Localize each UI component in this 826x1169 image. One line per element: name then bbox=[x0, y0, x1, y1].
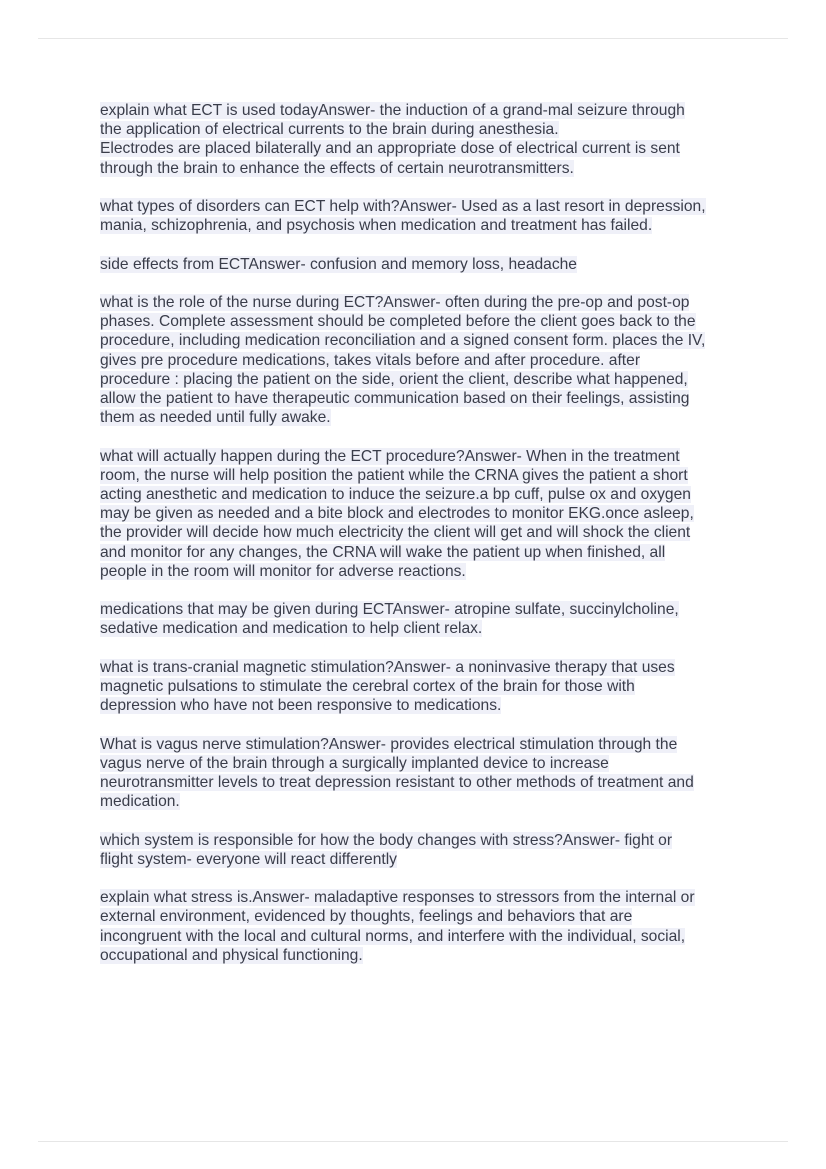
text-line: what is the role of the nurse during ECT?Answer- often during the pre-op and post-op bbox=[100, 293, 690, 311]
text-line: through the brain to enhance the effects of certain neurotransmitters. bbox=[100, 159, 574, 177]
text-line: depression who have not been responsive to medications. bbox=[100, 697, 502, 715]
bottom-divider bbox=[38, 1141, 788, 1142]
text-line: what types of disorders can ECT help with?Answer- Used as a last resort in depression, bbox=[100, 198, 706, 215]
text-line: incongruent with the local and cultural norms, and interfere with the individual, social, bbox=[100, 927, 686, 945]
qa-block-vagus-nerve bbox=[100, 735, 760, 812]
text-line: procedure : placing the patient on the side, orient the client, describe what happened, bbox=[100, 370, 688, 388]
text-line: explain what stress is.Answer- maladaptive responses to stressors from the internal or bbox=[100, 889, 695, 907]
text-line: the application of electrical currents to the brain during anesthesia. bbox=[100, 121, 559, 139]
text-line: allow the patient to have therapeutic communication based on their feelings, assisting bbox=[100, 390, 690, 407]
top-divider bbox=[38, 38, 788, 39]
text-line: people in the room will monitor for adverse reactions. bbox=[100, 562, 466, 580]
text-line: medication. bbox=[100, 793, 180, 811]
text-line: flight system- everyone will react differently bbox=[100, 850, 397, 868]
text-line: gives pre procedure medications, takes vitals before and after procedure. after bbox=[100, 351, 641, 369]
text-line: may be given as needed and a bite block and electrodes to monitor EKG.once asleep, bbox=[100, 505, 694, 523]
text-line: mania, schizophrenia, and psychosis when medication and treatment has failed. bbox=[100, 217, 653, 235]
qa-block-stress-system bbox=[100, 831, 760, 869]
text-line: medications that may be given during ECTAnswer- atropine sulfate, succinylcholine, bbox=[100, 601, 679, 619]
qa-block-ect-side-effects bbox=[100, 255, 760, 274]
text-line: side effects from ECTAnswer- confusion and memory loss, headache bbox=[100, 255, 577, 273]
text-line: acting anesthetic and medication to induce the seizure.a bp cuff, pulse ox and oxygen bbox=[100, 486, 691, 503]
text-line: what will actually happen during the ECT procedure?Answer- When in the treatment bbox=[100, 447, 680, 465]
qa-block-ect-disorders bbox=[100, 197, 760, 235]
text-line: phases. Complete assessment should be completed before the client goes back to the bbox=[100, 313, 696, 331]
text-line: explain what ECT is used todayAnswer- the induction of a grand-mal seizure through bbox=[100, 102, 685, 119]
text-line: magnetic pulsations to stimulate the cerebral cortex of the brain for those with bbox=[100, 678, 635, 695]
qa-block-nurse-role bbox=[100, 293, 760, 427]
qa-block-ect-medications bbox=[100, 600, 760, 638]
text-line: the provider will decide how much electricity the client will get and will shock the client bbox=[100, 524, 691, 542]
text-line: what is trans-cranial magnetic stimulation?Answer- a noninvasive therapy that uses bbox=[100, 658, 675, 676]
text-line: vagus nerve of the brain through a surgically implanted device to increase bbox=[100, 754, 609, 772]
qa-block-stress-definition bbox=[100, 888, 760, 965]
text-line: What is vagus nerve stimulation?Answer- provides electrical stimulation through the bbox=[100, 735, 678, 753]
text-line: them as needed until fully awake. bbox=[100, 409, 331, 427]
qa-block-tms bbox=[100, 658, 760, 716]
text-line: external environment, evidenced by thoughts, feelings and behaviors that are bbox=[100, 908, 633, 926]
document-body bbox=[100, 101, 760, 984]
text-line: procedure, including medication reconciliation and a signed consent form. places the IV, bbox=[100, 332, 706, 350]
text-line: Electrodes are placed bilaterally and an appropriate dose of electrical current is sent bbox=[100, 140, 680, 158]
text-line: sedative medication and medication to help client relax. bbox=[100, 620, 483, 638]
qa-block-ect-procedure bbox=[100, 447, 760, 581]
text-line: neurotransmitter levels to treat depression resistant to other methods of treatment and bbox=[100, 774, 694, 791]
qa-block-ect-use bbox=[100, 101, 760, 178]
text-line: and monitor for any changes, the CRNA will wake the patient up when finished, all bbox=[100, 543, 666, 561]
text-line: occupational and physical functioning. bbox=[100, 946, 363, 964]
text-line: room, the nurse will help position the patient while the CRNA gives the patient a short bbox=[100, 466, 688, 484]
text-line: which system is responsible for how the body changes with stress?Answer- fight or bbox=[100, 831, 673, 849]
